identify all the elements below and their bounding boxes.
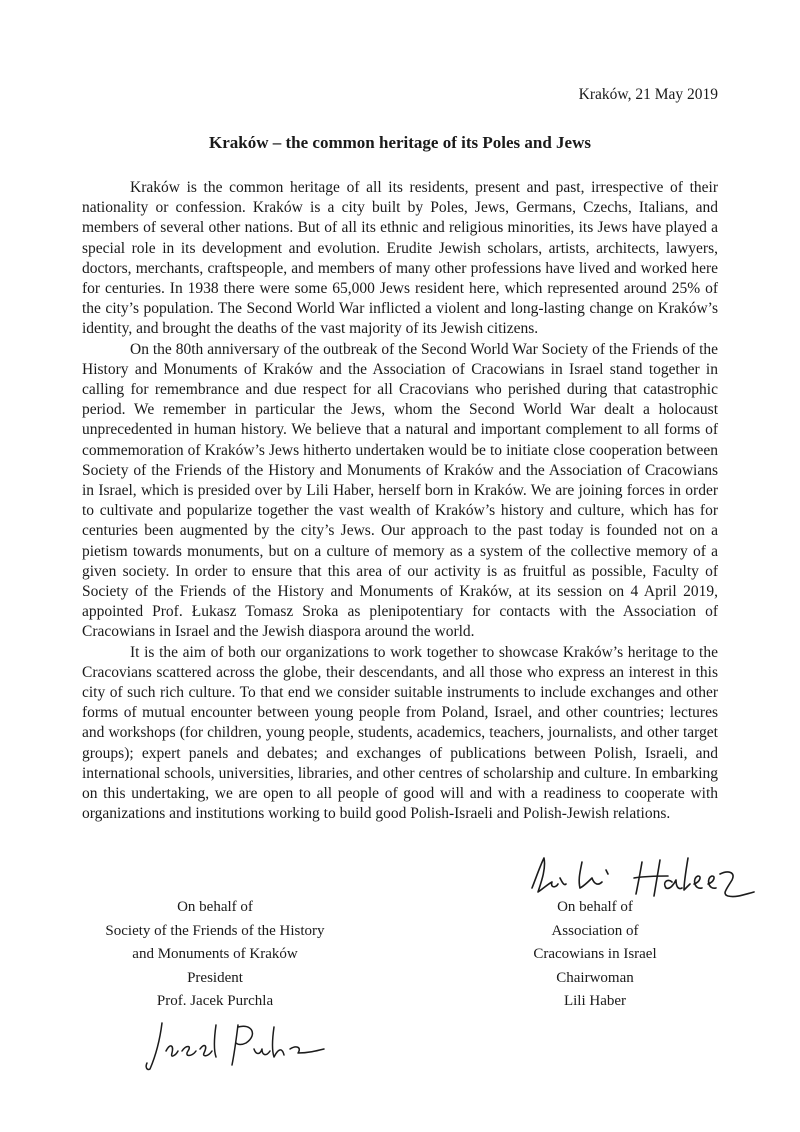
document-body bbox=[82, 178, 718, 825]
body-paragraph: It is the aim of both our organizations to work together to showcase Kraków’s heritage to the Cracovians scattered across the globe, their descendants, and all those who express an interest in this city of such rich culture. To that end we consider suitable instruments to include exchanges and other forms of mutual encounter between young people from Poland, Israel, and other countries; lectures and workshops (for children, young people, students, academics, teachers, journalists, and other target groups); expert panels and debates; and exchanges of publications between Polish, Israeli, and international schools, universities, libraries, and other centres of scholarship and culture. In embarking on this undertaking, we are open to all people of good will and with a readiness to cooperate with organizations and institutions working to build good Polish-Israeli and Polish-Jewish relations. bbox=[82, 643, 718, 823]
signatory-right-line: On behalf of bbox=[557, 899, 633, 915]
signatory-right-role: Chairwoman bbox=[556, 969, 634, 986]
body-paragraph: Kraków is the common heritage of all its residents, present and past, irrespective of their nationality or confession. Kraków is a city built by Poles, Jews, Germans, Czechs, Italians, and members of several other nations. But of all its ethnic and religious minorities, its Jews have played a special role in its development and evolution. Erudite Jewish scholars, artists, architects, lawyers, doctors, merchants, craftspeople, and members of many other professions have lived and worked here for centuries. In 1938 there were some 65,000 Jews resident here, which represented around 25% of the city’s population. The Second World War inflicted a violent and long-lasting change on Kraków’s identity, and brought the deaths of the vast majority of its Jewish citizens. bbox=[82, 179, 718, 338]
signatory-right-name: Lili Haber bbox=[563, 993, 627, 1009]
document-title: Kraków – the common heritage of its Poles and Jews bbox=[209, 133, 591, 152]
signatory-left-line: Society of the Friends of the History bbox=[105, 922, 325, 939]
signatory-right-line: Cracowians in Israel bbox=[533, 946, 657, 962]
document-date: Kraków, 21 May 2019 bbox=[578, 86, 718, 103]
signature-purchla-image bbox=[138, 1015, 328, 1075]
signatory-left bbox=[80, 896, 350, 1014]
body-paragraph: On the 80th anniversary of the outbreak of the Second World War Society of the Friends of the History and Monuments of Kraków and the Association of Cracowians in Israel stand together in calling for remembrance and due respect for all Cracovians who perished during that catastrophic period. We remember in particular the Jews, whom the Second World War dealt a holocaust unprecedented in human history. We believe that a natural and important complement to all forms of commemoration of Kraków’s Jews hitherto undertaken would be to initiate close cooperation between Society of the Friends of the History and Monuments of Kraków and the Association of Cracowians in Israel, which is presided over by Lili Haber, herself born in Kraków. We are joining forces in order to cultivate and popularize together the vast wealth of Kraków’s history and culture, which has for centuries been augmented by the city’s Jews. Our approach to the past today is founded not on a pietism towards monuments, but on a culture of memory as a system of the collective memory of a given society. In order to ensure that this area of our activity is as fruitful as possible, Faculty of Society of the Friends of the History and Monuments of Kraków, at its session on 4 April 2019, appointed Prof. Łukasz Tomasz Sroka as plenipotentiary for contacts with the Association of Cracowians in Israel and the Jewish diaspora around the world. bbox=[82, 340, 718, 641]
signatory-left-name: Prof. Jacek Purchla bbox=[156, 993, 274, 1009]
signatory-right bbox=[510, 896, 680, 1014]
signatory-left-line: On behalf of bbox=[177, 899, 253, 915]
signatory-right-line: Association of bbox=[551, 922, 639, 939]
signatory-left-line: and Monuments of Kraków bbox=[132, 946, 298, 962]
signatory-left-role: President bbox=[187, 969, 243, 986]
